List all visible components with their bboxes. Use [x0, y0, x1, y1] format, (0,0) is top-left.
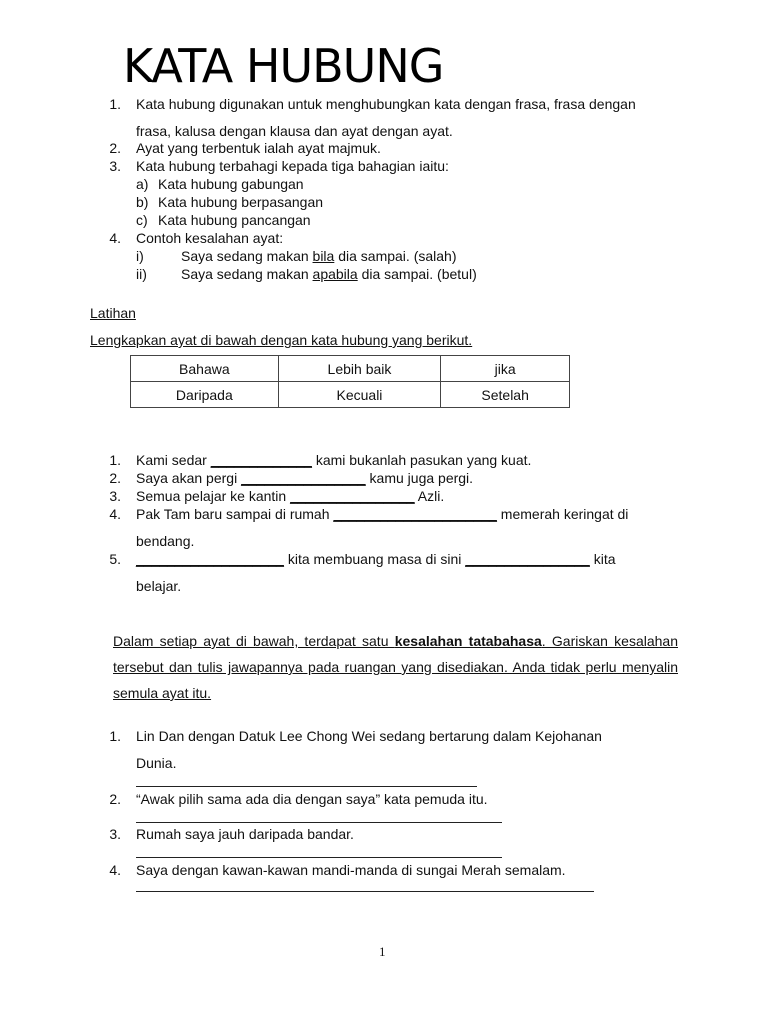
- note-text: Kata hubung terbahagi kepada tiga bahagian iaitu:: [136, 158, 449, 174]
- answer-blank: ________________: [465, 551, 590, 567]
- fill-in-continued: belajar.: [136, 578, 182, 594]
- example-label: ii): [136, 266, 147, 282]
- fill-in-question: ___________________ kita membuang masa di sini ________________ kita: [136, 551, 616, 567]
- type-label: b): [136, 194, 149, 210]
- question-number: 5.: [109, 551, 121, 567]
- question-number: 4.: [109, 506, 121, 522]
- error-sentence: Saya dengan kawan-kawan mandi-manda di sungai Merah semalam.: [136, 862, 566, 878]
- question-number: 1.: [109, 452, 121, 468]
- table-cell: jika: [441, 356, 570, 382]
- note-number: 3.: [109, 158, 121, 174]
- table-cell: Lebih baik: [278, 356, 441, 382]
- question-number: 2.: [109, 470, 121, 486]
- example-sentence: Saya sedang makan apabila dia sampai. (betul): [181, 266, 477, 282]
- note-number: 2.: [109, 140, 121, 156]
- example-keyword: apabila: [312, 266, 358, 282]
- type-label: a): [136, 176, 149, 192]
- fill-in-question: Pak Tam baru sampai di rumah _____________________ memerah keringat di: [136, 506, 629, 522]
- emphasis: kesalahan tatabahasa: [394, 633, 542, 649]
- question-number: 4.: [109, 862, 121, 878]
- page-number: 1: [379, 944, 386, 959]
- example-sentence: Saya sedang makan bila dia sampai. (salah): [181, 248, 457, 264]
- example-keyword: bila: [312, 248, 335, 264]
- type-text: Kata hubung gabungan: [158, 176, 304, 192]
- fill-in-continued: bendang.: [136, 533, 195, 549]
- note-text: Ayat yang terbentuk ialah ayat majmuk.: [136, 140, 381, 156]
- answer-line[interactable]: [136, 822, 502, 823]
- error-sentence-continued: Dunia.: [136, 755, 177, 771]
- note-text: Kata hubung digunakan untuk menghubungkan kata dengan frasa, frasa dengan: [136, 96, 636, 112]
- answer-line[interactable]: [136, 857, 502, 858]
- note-text-continued: frasa, kalusa dengan klausa dan ayat dengan ayat.: [136, 123, 453, 139]
- table-cell: Bahawa: [131, 356, 279, 382]
- type-text: Kata hubung berpasangan: [158, 194, 324, 210]
- answer-blank: ________________: [241, 470, 366, 486]
- table-cell: Setelah: [441, 382, 570, 408]
- fill-in-question: Kami sedar _____________ kami bukanlah pasukan yang kuat.: [136, 452, 532, 468]
- question-number: 3.: [109, 826, 121, 842]
- answer-blank: ___________________: [136, 551, 284, 567]
- table-row: [131, 356, 570, 382]
- table-row: [131, 382, 570, 408]
- error-sentence: Rumah saya jauh daripada bandar.: [136, 826, 354, 842]
- answer-blank: ________________: [290, 488, 415, 504]
- table-cell: Daripada: [131, 382, 279, 408]
- table-cell: Kecuali: [278, 382, 441, 408]
- fill-in-question: Semua pelajar ke kantin ________________ Azli.: [136, 488, 445, 504]
- error-sentence: “Awak pilih sama ada dia dengan saya” kata pemuda itu.: [136, 791, 488, 807]
- answer-blank: _____________________: [333, 506, 497, 522]
- answer-line[interactable]: [136, 891, 594, 892]
- page-title: KATA HUBUNG: [123, 39, 444, 93]
- section-instruction: Lengkapkan ayat di bawah dengan kata hubung yang berikut.: [90, 332, 473, 348]
- word-bank-table: [130, 355, 570, 408]
- note-number: 1.: [109, 96, 121, 112]
- question-number: 3.: [109, 488, 121, 504]
- answer-line[interactable]: [136, 786, 477, 787]
- section-heading: Latihan: [90, 305, 136, 321]
- error-instruction: Dalam setiap ayat di bawah, terdapat satu kesalahan tatabahasa. Gariskan kesalahan tersebut dan tulis jawapannya pada ruangan yang disediakan. Anda tidak perlu menyalin semula ayat itu.: [113, 633, 678, 701]
- note-text: Contoh kesalahan ayat:: [136, 230, 284, 246]
- answer-blank: _____________: [210, 452, 312, 468]
- question-number: 2.: [109, 791, 121, 807]
- note-number: 4.: [109, 230, 121, 246]
- error-sentence: Lin Dan dengan Datuk Lee Chong Wei sedang bertarung dalam Kejohanan: [136, 728, 602, 744]
- type-text: Kata hubung pancangan: [158, 212, 311, 228]
- example-label: i): [136, 248, 144, 264]
- question-number: 1.: [109, 728, 121, 744]
- type-label: c): [136, 212, 148, 228]
- fill-in-question: Saya akan pergi ________________ kamu juga pergi.: [136, 470, 474, 486]
